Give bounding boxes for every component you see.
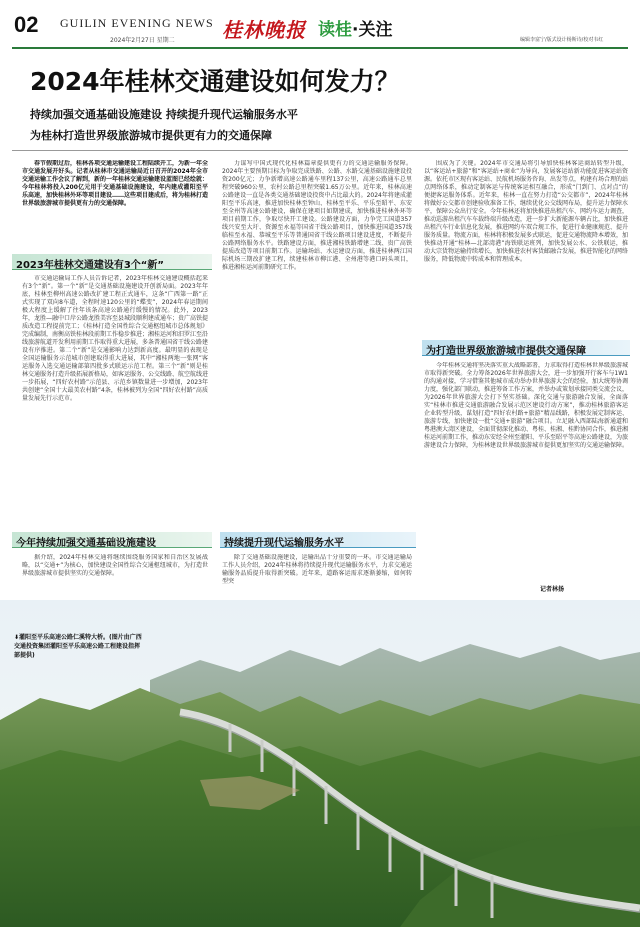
paper-logo: 桂林晚报 [222, 18, 306, 42]
section-3-text: 除了交通基础设施建设，运输出品十分重要的一环。市交通运输局工作人员介绍，2024年桂林将持续提升现代运输服务水平，力求交通运输服务品质提升取得新突破。近年来，道路客运需求逐渐萎缩，如何转型突 [222, 554, 412, 585]
section-4-title: 为打造世界级旅游城市提供交通保障 [422, 340, 630, 356]
section-1-text: 市交通运输局工作人员告诉记者，2023年桂林交通建设概括起来有3个“新”。第一个“新”是交通基础设施建设开创新局面。2023年年底，桂林至柳州高速公路改扩建工程正式通车，这条“广西第一路”正式实现了双向8车道，全程时速120公里的“蝶变”，2024年春运期间极大程度上缓解了往年该条高速公路通行缓慢的情况。此外，2023年，龙胜—融中口岸公路龙胜美容至县城段顺利建成通车；贵广高铁提质改造工程提前完工；《桂林打造全国性综合交通枢纽城市总体规划》完成编制，南衡高铁桂林段前期工作稳步推进；湘桂运河和汨罗江至沿线旅游航道开发利用前期工作取得重大进展，多条普通国省干线公路建设有序推进。第二个“新”是交通影响力达到新高度。最明显的表现是全国运输服务示范城市创建取得重大进展，其中“湘桂两地一张网”客运服务入选交通运输部第四批多式联运示范工程。第三个“新”则是桂林交通服务打造升级拓展新格局，如客运服务、公交线路、航空航线进一步拓展，“四好农村路”示范县、示范乡镇数量进一步增加，2023年共创建“全国十大最美农村路”4条，桂林被列为全国“四好农村路”高质量发展先行示范市。 [22, 275, 208, 402]
editor-credits: 编辑李富宁/版式设计杨斯诗/校对韦红 [520, 37, 604, 43]
column-title [318, 15, 392, 40]
caption-text: 灌阳至平乐高速公路仁溪特大桥。(图片由广西交通投资集团灌阳至平乐高速公路工程建设指挥部提供) [14, 634, 142, 659]
subtitle-1: 持续加强交通基础设施建设 持续提升现代运输服务水平 [30, 108, 298, 121]
lead-text: 春节假期过后，桂林各项交通运输建设工程陆续开工，为新一年全市交通发展开好头。记者从桂林市交通运输局近日召开的2024年全市交通运输工作会议了解到，新的一年桂林交通运输建设蓝图已经绘就：今年桂林将投入200亿元用于交通基础设施建设，年内建成灌阳至平乐高速，加快桂林外环等项目建设……这些项目建成后，将为桂林打造世界级旅游城市提供更有力的交通保障。 [22, 160, 208, 207]
section-2-title: 今年持续加强交通基础设施建设 [12, 532, 212, 548]
section-2-text: 据介绍，2024年桂林交通将继续围绕服务国家和自治区发展战略，以“交通+”为核心，加快建设全国性综合交通枢纽城市，为打造世界级旅游城市提供坚实的交通保障。 [22, 554, 208, 577]
column-title-a: 读桂 [318, 20, 352, 40]
column-title-b: ·关注 [352, 20, 393, 40]
lead-paragraph [22, 160, 208, 250]
caption-arrow-icon: ⬇ [14, 634, 20, 641]
subtitle-2: 为桂林打造世界级旅游城市提供更有力的交通保障 [30, 129, 272, 142]
photo-caption [14, 633, 142, 660]
column-2-text: 力谋写中国式现代化桂林篇章提供更有力的交通运输服务保障。2024年主要预期目标为争取完成铁路、公路、水路交通基础设施建设投资200亿元；力争新增高速公路通车里程137公里，高速公路通车总里程突破960公里，农村公路总里程突破1.65万公里。近年来，桂林高速公路建设一直是各类交通基础建设投资中占比最大的。2024年将建成灌阳至平乐高速，推进加快桂林至钟山、桂林至平乐、平乐至昭平、东安至全州等高速公路建设，确保在建项目如期建成，加快推进桂林外环等项目前期工作，争取尽快开工建设。公路建设方面，力争完工国道357线兴安至大圩、资源至永福等国省干线公路项目，加快推进国道357线临桂至永福、恭城至平乐等普通国省干线公路项目建设进度，不断提升公路网络服务水平。铁路建设方面，推进湘桂铁路增建二线、贵广高铁提质改造等项目前期工作。运输场站、水运建设方面，推进桂林两江国际机场三期改扩建工程，续建桂林市柳江港、全州港等港口码头项目，推进湘桂运河前期研究工作。 [222, 160, 412, 271]
issue-date: 2024年2月27日 星期二 [110, 37, 175, 44]
section-2-body [22, 554, 208, 594]
masthead [0, 0, 640, 50]
paper-name: GUILIN EVENING NEWS [60, 16, 214, 30]
column-2-body [222, 160, 412, 528]
column-3-text: 围成为了关键。2024年市交通局将引导加快桂林客运商站转型升级，以“客运站+旅游”和“客运站+商业”为导向，发展客运站新功能促进客运站资源。依托市区现有客运站、民航机场服务咨询、出发等点，构建有场合理的站点网络体系，推动定制客运与传统客运相互融合，形成“门到门、点对点”的便捷客运服务体系。近年来，桂林一直在努力打造“公交都市”，2024年桂林将做好公交都市创建验收准备工作，继续优化公交线网布局，提升运力保障水平，保障公众出行安全。今年桂林还将加快推进出租汽车、网约车运力调查，推动巡游出租汽车车载终端升级改造，进一步扩大新能源车辆占比，加快推进出租汽车行业信息化发展，推进网约车双合规工作，促进行业健康规范、提升服务质量。物流方面，桂林将积极发展多式联运，促进交通物流降本增效，加快推动开通“桂林—北部湾港”海铁联运班列，加快发展公水、公铁联运，推动大宗货物运输持续增长，加快推进农村客货邮融合发展，推进智能化的网络服务，降低物流中转成本和管理成本。 [424, 160, 628, 263]
section-4-text: 今年桂林交通将坚决落实重大战略部署，力求取得打造桂林世界级旅游城市取得新突破。全力筹备2026年世界旅游大会，进一步加强开行客车与1W1的沟通对接，学习借鉴其他城市成功举办世界旅游大会的经验，加大统筹协调力度，强化部门联动，推进筹备工作方案，并举办或策划承接同类交流会议，为2026年世界旅游大会打下坚实基础。深化交通与旅游融合发展，全面落实“桂林市推进交通旅游融合发展示范区建设行动方案”，推动桂林旅游客运企业转型升级，谋划打造“四好农村路+旅游”精品线路，积极发展定制客运、旅游专线，加快建设一批“交通+旅游”融合项目。立足融入西部陆海新通道和粤港澳大湾区建设，全面贯彻深化推动、粤桂、桂湘、桂黔协同合作，推进湘桂运河前期工作，推动东安经全州至灌阳、平乐至昭平等高速公路建设，为旅游建设合力保障，为桂林建设世界级旅游城市提供更加坚实的交通运输保障。 [424, 362, 628, 449]
headline-divider [12, 150, 628, 151]
header-divider [12, 47, 628, 49]
reporter-byline: 记者林扬 [540, 586, 565, 593]
headline: 2024年桂林交通建设如何发力？ [30, 67, 400, 96]
column-3-body [424, 160, 628, 336]
section-4-body [424, 362, 628, 582]
section-3-body [222, 554, 412, 594]
section-1-title: 2023年桂林交通建设有3个“新” [12, 254, 212, 270]
section-1-body [22, 275, 208, 523]
section-3-title: 持续提升现代运输服务水平 [220, 532, 416, 548]
page-number: 02 [14, 12, 39, 37]
